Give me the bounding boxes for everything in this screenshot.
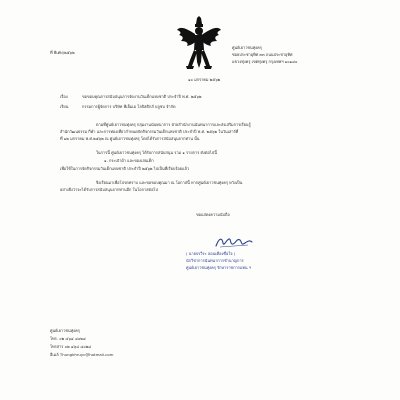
body-paragraph-3-line-1: จึงเรียนมาเพื่อโปรดทราบ และขอขอบคุณมา ณ โอกาสนี้ หากศูนย์เยาวชนทุ่งครุ หวังเป็น — [96, 180, 243, 185]
signer-position: นักวิชาการนันทนาการชำนาญการ — [186, 258, 244, 263]
body-paragraph-1-line-2: สำนักวัฒนธรรม กีฬา และการท่องเที่ยวกำหนดจัดกิจกรรมวันเด็กแห่งชาติ ประจำปี พ.ศ. ๒๕๖๒ ในวันเสาร์ที่ — [60, 129, 239, 134]
body-paragraph-2-line-1: ในการนี้ ศูนย์เยาวชนทุ่งครุ ได้รับการสนับสนุน รวม ๑ รายการ ดังต่อไปนี้ — [96, 150, 217, 155]
footer-phone: โทร. ๐๒ ๔๖๔ ๔๐๒๔ — [50, 336, 86, 341]
subject-text: ขอขอบคุณการสนับสนุนการจัดงานวันเด็กแห่งชาติ ประจำปี พ.ศ. ๒๕๖๒ — [82, 94, 202, 99]
sender-address-line-3: แขวงทุ่งครุ เขตทุ่งครุ กรุงเทพฯ ๑๐๑๔๐ — [232, 59, 298, 64]
signer-name: ( นายจรวีระ ลอนเคืองซื่อใจ ) — [186, 251, 236, 256]
handwritten-signature — [214, 234, 254, 250]
footer-fax: โทรสาร ๐๒ ๔๖๔ ๔๐๒๔ — [50, 344, 92, 349]
sender-address-line-1: ศูนย์เยาวชนทุ่งครุ — [232, 45, 262, 50]
signer-office: ศูนย์เยาวชนทุ่งครุ รักษาราชการแทน ฯ — [186, 265, 251, 270]
body-paragraph-3-line-2: อย่างยิ่งว่าจะได้รับการสนับสนุนจากท่านอีก ในโอกาสต่อไป — [60, 187, 158, 192]
closing-text: ขอแสดงความนับถือ — [196, 212, 230, 217]
recipient-label: เรียน — [60, 104, 69, 109]
footer-office: ศูนย์เยาวชนทุ่งครุ — [50, 328, 80, 333]
subject-label: เรื่อง — [60, 94, 68, 99]
body-paragraph-2-line-3: เพื่อใช้ในการจัดกิจกรรมวันเด็กแห่งชาติ ประจำปี ๒๕๖๒ ไปเป็นที่เรียบร้อยแล้ว — [60, 166, 190, 171]
letter-date: ๑๐ มกราคม ๒๕๖๒ — [188, 77, 221, 82]
recipient-text: กรรมการผู้จัดการ บริษัท พีเอ็มเอ โลจิสติกส์ บลูชบ จำกัด — [82, 104, 176, 109]
body-paragraph-1-line-1: ตามที่ศูนย์เยาวชนทุ่งครุ กลุ่มงานนันทนาการ ฝ่ายสำนักงานนันทนาการและส่งเสริมการเรียนรู้ — [96, 122, 251, 127]
body-paragraph-2-item-1: ๑. กระเป๋าผ้า และของเล่นเด็ก — [104, 158, 154, 163]
garuda-emblem-icon — [176, 16, 222, 70]
sender-address-line-2: ซอยประชาอุทิศ ๓๓ ถนนประชาอุทิศ — [232, 52, 293, 57]
footer-email: อีเมล์ Thungkhruyc@hotmail.com — [50, 352, 114, 357]
document-number: ที่ พิเศษ/๒๕๖๒ — [50, 50, 75, 55]
body-paragraph-1-line-3: ที่ ๑๒ มกราคม พ.ศ.๒๕๖๒ ณ ศูนย์เยาวชนทุ่งครุ โดยได้รับการสนับสนุนจากท่าน นั้น — [60, 136, 200, 141]
